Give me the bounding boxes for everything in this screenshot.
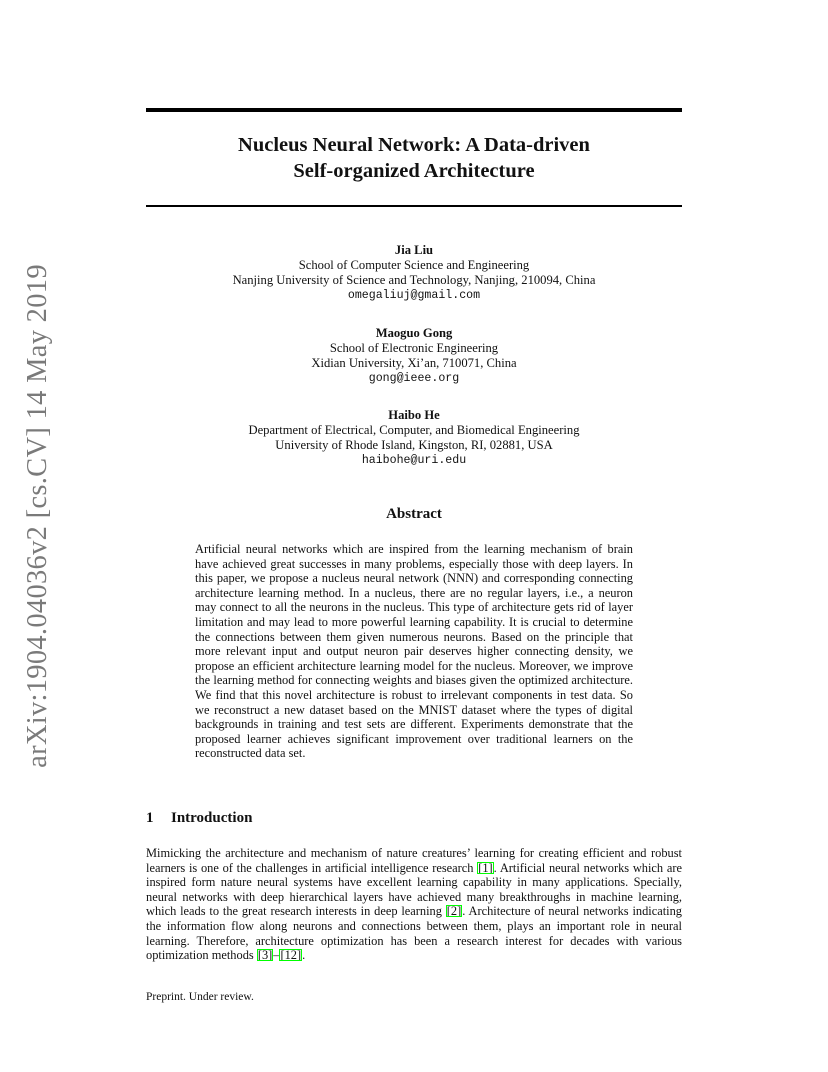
title-bottom-rule: [146, 205, 682, 207]
citation-link[interactable]: [2]: [446, 904, 462, 919]
author-affiliation: Xidian University, Xi’an, 710071, China: [311, 356, 517, 370]
author-affiliation: University of Rhode Island, Kingston, RI, 02881, USA: [275, 438, 553, 452]
citation-link[interactable]: [3]: [257, 948, 273, 963]
section-heading-introduction: [146, 810, 252, 827]
citation-range-dash: –: [273, 948, 280, 963]
author-affiliation: Nanjing University of Science and Technology, Nanjing, 210094, China: [232, 273, 596, 287]
author-block-3: [146, 408, 682, 468]
intro-text-segment: Mimicking the architecture and mechanism of nature creatures’ learning for creating efficient and robust learners is one of the challenges in artificial intelligence research: [146, 846, 682, 875]
author-name: Jia Liu: [394, 243, 434, 257]
citation-link[interactable]: [1]: [478, 860, 493, 875]
paper-title: [146, 132, 682, 184]
author-affiliation: School of Electronic Engineering: [329, 341, 499, 355]
intro-text-segment: . Architecture of neural networks indicating the information flow along neurons and connections between them, plays an important role in neural learning. Therefore, architecture optimization has been a research interest for decades with various optimization methods: [146, 904, 682, 963]
abstract-heading: Abstract: [386, 506, 442, 522]
introduction-paragraph: [146, 846, 682, 963]
author-email: gong@ieee.org: [368, 372, 460, 385]
preprint-footer-note: Preprint. Under review.: [146, 991, 254, 1003]
abstract-text: Artificial neural networks which are inspired from the learning mechanism of brain have achieved great successes in many problems, especially those with deep layers. In this paper, we propose a nucleus neural network (NNN) and corresponding connecting architecture learning method. In a nucleus, there are no regular layers, i.e., a neuron may connect to all the neurons in the nucleus. This type of architecture gets rid of layer limitation and may lead to more powerful learning capability. It is crucial to determine the connections between them given numerous neurons. Based on the principle that more relevant input and output neuron pair deserves higher connecting density, we propose an efficient architecture learning model for the nucleus. Moreover, we improve the learning method for connecting weights and biases given the optimized architecture. We find that this novel architecture is robust to irrelevant components in test data. So we reconstruct a new dataset based on the MNIST dataset where the types of digital backgrounds in training and test sets are different. Experiments demonstrate that the proposed learner achieves significant improvement over traditional learners on the reconstructed data set.: [195, 542, 633, 761]
section-number: 1: [146, 810, 154, 826]
title-line-1: Nucleus Neural Network: A Data-driven: [238, 134, 590, 156]
author-name: Haibo He: [388, 408, 440, 422]
author-affiliation: Department of Electrical, Computer, and Biomedical Engineering: [248, 423, 580, 437]
author-name: Maoguo Gong: [375, 326, 453, 340]
author-block-2: [146, 326, 682, 386]
title-line-2: Self-organized Architecture: [293, 160, 535, 182]
arxiv-identifier-stamp: arXiv:1904.04036v2 [cs.CV] 14 May 2019: [22, 264, 53, 768]
author-email: omegaliuj@gmail.com: [347, 289, 481, 302]
author-block-1: [146, 243, 682, 303]
section-title: Introduction: [171, 810, 253, 826]
author-affiliation: School of Computer Science and Engineering: [298, 258, 530, 272]
title-top-rule: [146, 108, 682, 112]
intro-text-segment: .: [302, 948, 306, 963]
intro-text-segment: . Artificial neural networks which are inspired form nature neural systems have excellent learning capability in many applications. Specially, neural networks with deep hierarchical layers have achieved many breakthroughs in machine learning, which leads to the great research interests in deep learning: [146, 860, 682, 919]
citation-link[interactable]: [12]: [280, 948, 302, 963]
author-email: haibohe@uri.edu: [361, 454, 467, 467]
